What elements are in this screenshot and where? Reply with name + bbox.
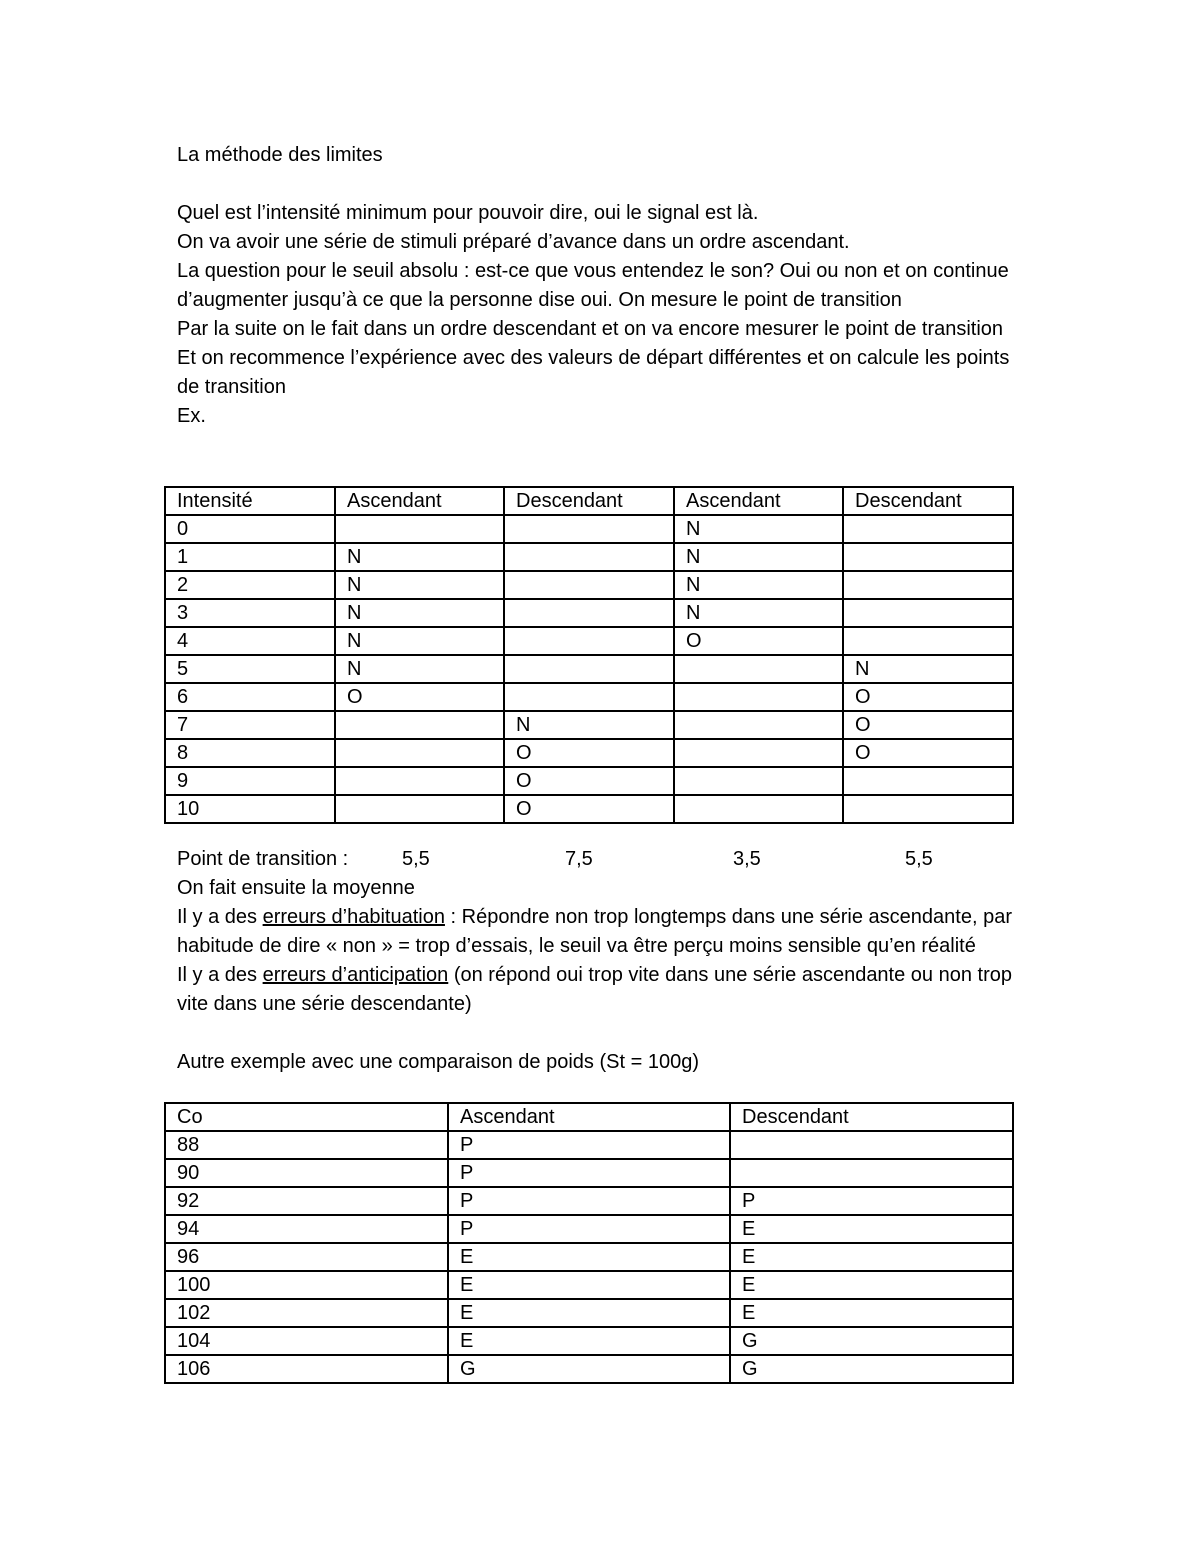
table-cell: 106 xyxy=(165,1355,448,1383)
table-cell: G xyxy=(730,1355,1013,1383)
header-cell: Co xyxy=(165,1103,448,1131)
table-cell: 100 xyxy=(165,1271,448,1299)
header-cell: Descendant xyxy=(730,1103,1013,1131)
table-cell: N xyxy=(674,515,843,543)
table-cell: P xyxy=(730,1187,1013,1215)
header-cell: Ascendant xyxy=(335,487,504,515)
table-row xyxy=(165,627,1013,655)
table-cell xyxy=(674,711,843,739)
table-cell: E xyxy=(730,1271,1013,1299)
table-row xyxy=(165,1355,1013,1383)
table-cell: N xyxy=(674,599,843,627)
table-row xyxy=(165,1299,1013,1327)
table-cell: O xyxy=(843,739,1013,767)
transition-row xyxy=(177,845,1037,874)
table-cell: 1 xyxy=(165,543,335,571)
table-cell xyxy=(504,627,674,655)
example2-title: Autre exemple avec une comparaison de poids (St = 100g) xyxy=(177,1051,699,1073)
header-cell: Ascendant xyxy=(674,487,843,515)
table-cell: 88 xyxy=(165,1131,448,1159)
transition-value: 5,5 xyxy=(402,848,430,870)
table-cell: 8 xyxy=(165,739,335,767)
transition-value: 5,5 xyxy=(905,848,933,870)
table-row xyxy=(165,683,1013,711)
table-cell: 94 xyxy=(165,1215,448,1243)
table-cell xyxy=(674,767,843,795)
analysis-section xyxy=(177,845,1037,1077)
table-cell: 102 xyxy=(165,1299,448,1327)
table-cell: N xyxy=(335,543,504,571)
table-header-row xyxy=(165,1103,1013,1131)
table-row xyxy=(165,1271,1013,1299)
table-cell xyxy=(674,739,843,767)
table-cell: 3 xyxy=(165,599,335,627)
table-row xyxy=(165,1243,1013,1271)
table-cell: E xyxy=(448,1327,730,1355)
table-cell xyxy=(843,767,1013,795)
paragraph: Par la suite on le fait dans un ordre descendant et on va encore mesurer le point de transition xyxy=(177,318,1004,340)
table-cell: 10 xyxy=(165,795,335,823)
table-cell: 6 xyxy=(165,683,335,711)
header-cell: Intensité xyxy=(165,487,335,515)
table-cell xyxy=(335,767,504,795)
table-cell xyxy=(674,795,843,823)
table-cell xyxy=(674,683,843,711)
table-cell xyxy=(335,515,504,543)
transition-value: 3,5 xyxy=(733,848,761,870)
table-cell xyxy=(843,627,1013,655)
table-cell: O xyxy=(843,683,1013,711)
transition-label: Point de transition : xyxy=(177,848,349,870)
table-cell: N xyxy=(335,571,504,599)
table-cell: P xyxy=(448,1131,730,1159)
table-cell xyxy=(335,711,504,739)
table-cell: P xyxy=(448,1187,730,1215)
table-cell: E xyxy=(730,1215,1013,1243)
table-cell: N xyxy=(335,655,504,683)
table-cell: 0 xyxy=(165,515,335,543)
table-cell xyxy=(504,599,674,627)
table-cell: E xyxy=(730,1299,1013,1327)
table-cell xyxy=(335,795,504,823)
anticipation-term: erreurs d’anticipation xyxy=(262,964,449,986)
table-cell xyxy=(504,571,674,599)
paragraph: Quel est l’intensité minimum pour pouvoir dire, oui le signal est là. xyxy=(177,202,759,224)
table-cell: N xyxy=(504,711,674,739)
table-row xyxy=(165,739,1013,767)
table-cell: P xyxy=(448,1159,730,1187)
table-cell: 90 xyxy=(165,1159,448,1187)
table-cell xyxy=(843,571,1013,599)
table-row xyxy=(165,1327,1013,1355)
table-row xyxy=(165,1187,1013,1215)
table-cell: N xyxy=(674,543,843,571)
table-cell: 9 xyxy=(165,767,335,795)
header-cell: Descendant xyxy=(843,487,1013,515)
table-cell: O xyxy=(843,711,1013,739)
table-cell: 2 xyxy=(165,571,335,599)
table-cell: 7 xyxy=(165,711,335,739)
table-row xyxy=(165,1159,1013,1187)
paragraph: La question pour le seuil absolu : est-ce que vous entendez le son? Oui ou non et on continue d’augmenter jusqu’à ce que la personne dise oui. On mesure le point de transition xyxy=(177,260,1009,311)
paragraph: On va avoir une série de stimuli préparé d’avance dans un ordre ascendant. xyxy=(177,231,850,253)
table-cell xyxy=(730,1131,1013,1159)
mean-text: On fait ensuite la moyenne xyxy=(177,877,415,899)
table-cell: E xyxy=(448,1271,730,1299)
table-cell: N xyxy=(335,599,504,627)
anticipation-paragraph: Il y a des erreurs d’anticipation (on répond oui trop vite dans une série ascendante ou non trop vite dans une série descendante) xyxy=(177,964,1012,1015)
header-cell: Descendant xyxy=(504,487,674,515)
table-cell: N xyxy=(674,571,843,599)
table-row xyxy=(165,543,1013,571)
table-cell: 92 xyxy=(165,1187,448,1215)
table-cell: O xyxy=(504,795,674,823)
table-cell: 4 xyxy=(165,627,335,655)
intro-section xyxy=(177,141,1037,431)
table-row xyxy=(165,1215,1013,1243)
table-cell xyxy=(674,655,843,683)
paragraph: Et on recommence l’expérience avec des valeurs de départ différentes et on calcule les points de transition xyxy=(177,347,1010,398)
table-cell: O xyxy=(504,767,674,795)
table-cell xyxy=(504,543,674,571)
table-cell: G xyxy=(448,1355,730,1383)
table-cell xyxy=(335,739,504,767)
example-label: Ex. xyxy=(177,405,206,427)
table-cell xyxy=(843,795,1013,823)
table-cell xyxy=(843,543,1013,571)
table-row xyxy=(165,711,1013,739)
table-cell: 96 xyxy=(165,1243,448,1271)
table-cell: N xyxy=(335,627,504,655)
table-cell xyxy=(504,515,674,543)
table-cell xyxy=(730,1159,1013,1187)
table-cell xyxy=(504,683,674,711)
table-cell: O xyxy=(674,627,843,655)
table-cell: 104 xyxy=(165,1327,448,1355)
table-cell: P xyxy=(448,1215,730,1243)
table-cell: N xyxy=(843,655,1013,683)
table-cell: O xyxy=(335,683,504,711)
transition-value: 7,5 xyxy=(565,848,593,870)
table-cell: G xyxy=(730,1327,1013,1355)
document-title: La méthode des limites xyxy=(177,144,383,166)
table-cell: E xyxy=(730,1243,1013,1271)
table-cell: E xyxy=(448,1243,730,1271)
header-cell: Ascendant xyxy=(448,1103,730,1131)
habituation-term: erreurs d’habituation xyxy=(262,906,445,928)
table-row xyxy=(165,655,1013,683)
table-row xyxy=(165,1131,1013,1159)
table-row xyxy=(165,515,1013,543)
table-row xyxy=(165,599,1013,627)
habituation-paragraph: Il y a des erreurs d’habituation : Répondre non trop longtemps dans une série ascendante, par habitude de dire « non » = trop d’essais, le seuil va être perçu moins sensible qu’en réalité xyxy=(177,906,1012,957)
table-cell xyxy=(843,599,1013,627)
table-row xyxy=(165,795,1013,823)
table-header-row xyxy=(165,487,1013,515)
table-row xyxy=(165,767,1013,795)
table-cell: 5 xyxy=(165,655,335,683)
table-cell: E xyxy=(448,1299,730,1327)
weights-table xyxy=(164,1102,1014,1384)
table-cell xyxy=(843,515,1013,543)
table-row xyxy=(165,571,1013,599)
limits-table xyxy=(164,486,1014,824)
table-cell xyxy=(504,655,674,683)
table-cell: O xyxy=(504,739,674,767)
